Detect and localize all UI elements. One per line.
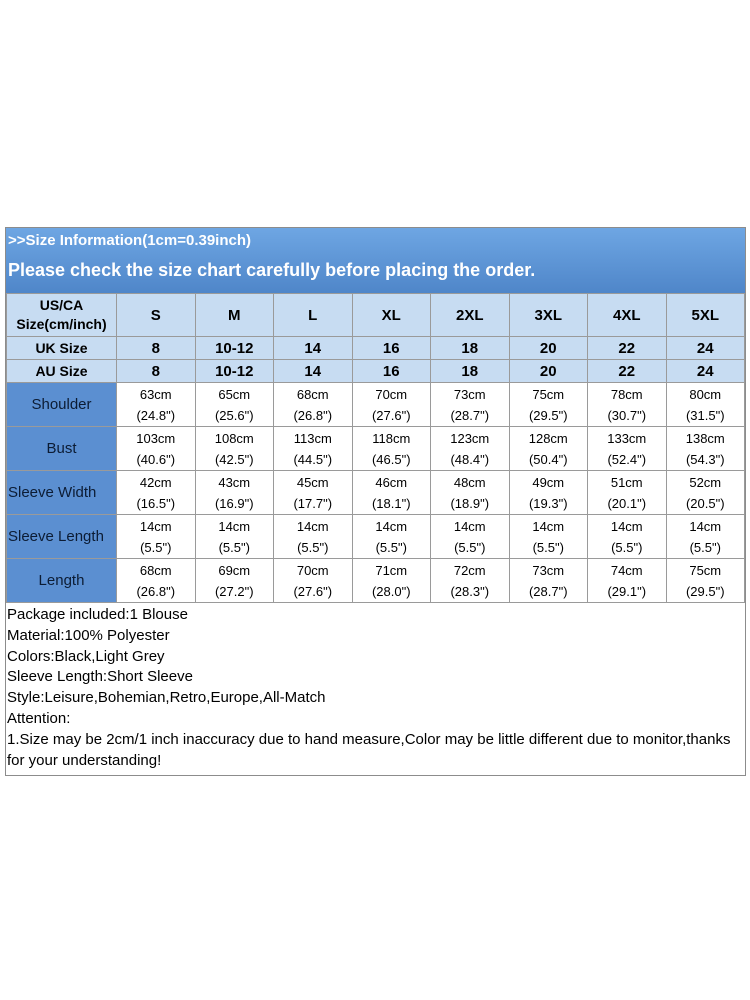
- measurement-cm: 14cm: [375, 518, 408, 534]
- measurement-row: [7, 515, 745, 559]
- measurement-cm: 69cm: [218, 562, 251, 578]
- measurement-inch: (16.5"): [136, 495, 176, 511]
- measurement-cell: [509, 427, 588, 471]
- measurement-cell: [274, 471, 353, 515]
- us-size-cell: 5XL: [666, 294, 745, 337]
- measurement-inch: (5.5"): [532, 539, 564, 555]
- info-line: Package included:1 Blouse: [7, 606, 188, 623]
- info-line: Attention:: [7, 709, 71, 727]
- measurement-cm: 70cm: [296, 562, 329, 578]
- measurement-cell: [274, 383, 353, 427]
- measurement-inch: (27.6"): [293, 583, 333, 599]
- us-size-cell: 4XL: [588, 294, 667, 337]
- measurement-cm: 73cm: [453, 386, 486, 402]
- measurement-cm: 42cm: [139, 474, 172, 490]
- measurement-cm: 103cm: [136, 430, 176, 446]
- au-size-cell: 16: [352, 360, 431, 383]
- measurement-cell: [274, 515, 353, 559]
- measurement-cm: 43cm: [218, 474, 251, 490]
- measurement-inch: (26.8"): [136, 583, 176, 599]
- measurement-inch: (54.3"): [685, 451, 725, 467]
- us-size-cell: XL: [352, 294, 431, 337]
- measurement-inch: (27.6"): [371, 407, 411, 423]
- measurement-inch: (20.1"): [607, 495, 647, 511]
- measurement-cm: 128cm: [528, 430, 568, 446]
- measurement-inch: (29.5"): [528, 407, 568, 423]
- measurement-cm: 14cm: [218, 518, 251, 534]
- uk-size-row: [7, 337, 745, 360]
- uk-size-cell: 24: [666, 337, 745, 360]
- measurement-cell: [666, 427, 745, 471]
- measurement-cell: [588, 471, 667, 515]
- uk-size-cell: 10-12: [195, 337, 274, 360]
- measurement-inch: (48.4"): [450, 451, 490, 467]
- us-size-cell: M: [195, 294, 274, 337]
- measurement-cm: 78cm: [610, 386, 643, 402]
- au-size-cell: 8: [117, 360, 196, 383]
- measurement-cell: [509, 515, 588, 559]
- measurement-cell: [117, 383, 196, 427]
- measurement-cell: [431, 471, 510, 515]
- measurement-cm: 68cm: [139, 562, 172, 578]
- measurement-cm: 63cm: [139, 386, 172, 402]
- uk-size-cell: 8: [117, 337, 196, 360]
- us-size-cell: S: [117, 294, 196, 337]
- measurement-cm: 14cm: [453, 518, 486, 534]
- measurement-cm: 52cm: [689, 474, 722, 490]
- measurement-label: Sleeve Length: [7, 515, 117, 559]
- au-size-row: [7, 360, 745, 383]
- measurement-cell: [274, 427, 353, 471]
- measurement-cm: 113cm: [293, 430, 332, 446]
- measurement-cm: 118cm: [372, 430, 411, 446]
- measurement-inch: (28.0"): [371, 583, 411, 599]
- info-line: Colors:Black,Light Grey: [7, 647, 165, 665]
- measurement-cell: [117, 471, 196, 515]
- measurement-inch: (17.7"): [293, 495, 333, 511]
- measurement-cell: [509, 559, 588, 603]
- measurement-cm: 14cm: [610, 518, 643, 534]
- measurement-row: [7, 427, 745, 471]
- measurement-cell: [431, 427, 510, 471]
- us-ca-size-label: [7, 294, 117, 337]
- measurement-inch: (29.1"): [607, 583, 647, 599]
- measurement-inch: (5.5"): [140, 539, 172, 555]
- info-line: 1.Size may be 2cm/1 inch inaccuracy due to hand measure,Color may be little different due to monitor,thanks for your understanding!: [7, 730, 731, 769]
- measurement-cell: [195, 471, 274, 515]
- measurement-inch: (29.5"): [685, 583, 725, 599]
- measurement-cell: [509, 471, 588, 515]
- measurement-inch: (18.1"): [371, 495, 411, 511]
- measurement-cm: 68cm: [296, 386, 329, 402]
- measurement-label: Bust: [7, 427, 117, 471]
- measurement-cell: [274, 559, 353, 603]
- measurement-cm: 123cm: [450, 430, 490, 446]
- au-size-cell: 14: [274, 360, 353, 383]
- uk-size-cell: 18: [431, 337, 510, 360]
- measurement-cell: [117, 427, 196, 471]
- au-size-cell: 18: [431, 360, 510, 383]
- measurement-inch: (5.5"): [689, 539, 721, 555]
- measurement-inch: (28.3"): [450, 583, 490, 599]
- measurement-cm: 133cm: [607, 430, 647, 446]
- measurement-row: [7, 471, 745, 515]
- measurement-cell: [117, 515, 196, 559]
- measurement-cm: 71cm: [375, 562, 408, 578]
- measurement-cm: 14cm: [296, 518, 329, 534]
- measurement-inch: (42.5"): [214, 451, 254, 467]
- measurement-cell: [352, 471, 431, 515]
- uk-size-cell: 14: [274, 337, 353, 360]
- measurement-inch: (24.8"): [136, 407, 176, 423]
- measurement-cm: 14cm: [689, 518, 722, 534]
- measurement-cell: [352, 559, 431, 603]
- measurement-cell: [352, 427, 431, 471]
- product-info: [6, 603, 745, 775]
- measurement-cell: [588, 559, 667, 603]
- measurement-inch: (27.2"): [214, 583, 254, 599]
- measurement-cell: [431, 515, 510, 559]
- measurement-cm: 80cm: [689, 386, 722, 402]
- measurement-cm: 14cm: [139, 518, 172, 534]
- size-unit-label: Size(cm/inch): [16, 316, 107, 332]
- measurement-label: Shoulder: [7, 383, 117, 427]
- uk-size-cell: 20: [509, 337, 588, 360]
- au-size-label: AU Size: [7, 360, 117, 383]
- measurement-inch: (40.6"): [136, 451, 176, 467]
- us-size-cell: 3XL: [509, 294, 588, 337]
- measurement-inch: (52.4"): [607, 451, 647, 467]
- measurement-inch: (28.7"): [450, 407, 490, 423]
- measurement-row: [7, 559, 745, 603]
- measurement-cm: 46cm: [375, 474, 408, 490]
- uk-size-label: UK Size: [7, 337, 117, 360]
- measurement-cell: [431, 559, 510, 603]
- measurement-row: [7, 383, 745, 427]
- measurement-cm: 72cm: [453, 562, 486, 578]
- us-ca-size-row: [7, 294, 745, 337]
- measurement-cm: 14cm: [532, 518, 565, 534]
- measurement-inch: (25.6"): [214, 407, 254, 423]
- us-ca-label: US/CA: [39, 297, 84, 313]
- measurement-cell: [666, 559, 745, 603]
- measurement-cm: 70cm: [375, 386, 408, 402]
- measurement-cell: [666, 471, 745, 515]
- measurement-cm: 138cm: [685, 430, 725, 446]
- uk-size-cell: 16: [352, 337, 431, 360]
- measurement-label: Length: [7, 559, 117, 603]
- measurement-inch: (5.5"): [611, 539, 643, 555]
- au-size-cell: 20: [509, 360, 588, 383]
- measurement-inch: (50.4"): [528, 451, 568, 467]
- measurement-cm: 45cm: [296, 474, 329, 490]
- measurement-inch: (5.5"): [218, 539, 250, 555]
- measurement-label: Sleeve Width: [7, 471, 117, 515]
- info-line: Style:Leisure,Bohemian,Retro,Europe,All-Match: [7, 689, 326, 707]
- size-table: [6, 293, 745, 603]
- measurement-cell: [195, 515, 274, 559]
- measurement-inch: (19.3"): [528, 495, 568, 511]
- measurement-cm: 108cm: [214, 430, 254, 446]
- info-line: Sleeve Length:Short Sleeve: [7, 668, 193, 686]
- measurement-cell: [352, 383, 431, 427]
- measurement-inch: (28.7"): [528, 583, 568, 599]
- measurement-inch: (5.5"): [375, 539, 407, 555]
- measurement-cell: [666, 515, 745, 559]
- measurement-cell: [588, 383, 667, 427]
- size-chart: [5, 227, 746, 776]
- measurement-inch: (31.5"): [685, 407, 725, 423]
- us-size-cell: L: [274, 294, 353, 337]
- measurement-cell: [588, 515, 667, 559]
- size-info-title: >>Size Information(1cm=0.39inch): [8, 232, 251, 249]
- info-line: Material:100% Polyester: [7, 626, 170, 644]
- measurement-cell: [117, 559, 196, 603]
- measurement-inch: (46.5"): [371, 451, 411, 467]
- measurement-inch: (5.5"): [297, 539, 329, 555]
- au-size-cell: 22: [588, 360, 667, 383]
- measurement-inch: (44.5"): [293, 451, 333, 467]
- measurement-cm: 73cm: [532, 562, 565, 578]
- measurement-cm: 48cm: [453, 474, 486, 490]
- measurement-cm: 65cm: [218, 386, 251, 402]
- measurement-cm: 75cm: [532, 386, 565, 402]
- measurement-cm: 75cm: [689, 562, 722, 578]
- measurement-inch: (30.7"): [607, 407, 647, 423]
- au-size-cell: 10-12: [195, 360, 274, 383]
- measurement-cell: [431, 383, 510, 427]
- measurement-cell: [588, 427, 667, 471]
- size-info-banner: [6, 228, 745, 293]
- measurement-cell: [195, 427, 274, 471]
- measurement-cell: [352, 515, 431, 559]
- measurement-inch: (20.5"): [685, 495, 725, 511]
- measurement-cm: 74cm: [610, 562, 643, 578]
- measurement-cell: [509, 383, 588, 427]
- measurement-cm: 49cm: [532, 474, 565, 490]
- measurement-cell: [666, 383, 745, 427]
- measurement-cell: [195, 559, 274, 603]
- us-size-cell: 2XL: [431, 294, 510, 337]
- uk-size-cell: 22: [588, 337, 667, 360]
- au-size-cell: 24: [666, 360, 745, 383]
- size-check-notice: Please check the size chart carefully before placing the order.: [8, 260, 536, 280]
- measurement-inch: (5.5"): [454, 539, 486, 555]
- measurement-inch: (16.9"): [214, 495, 254, 511]
- measurement-cell: [195, 383, 274, 427]
- measurement-inch: (18.9"): [450, 495, 490, 511]
- measurement-inch: (26.8"): [293, 407, 333, 423]
- measurement-cm: 51cm: [610, 474, 643, 490]
